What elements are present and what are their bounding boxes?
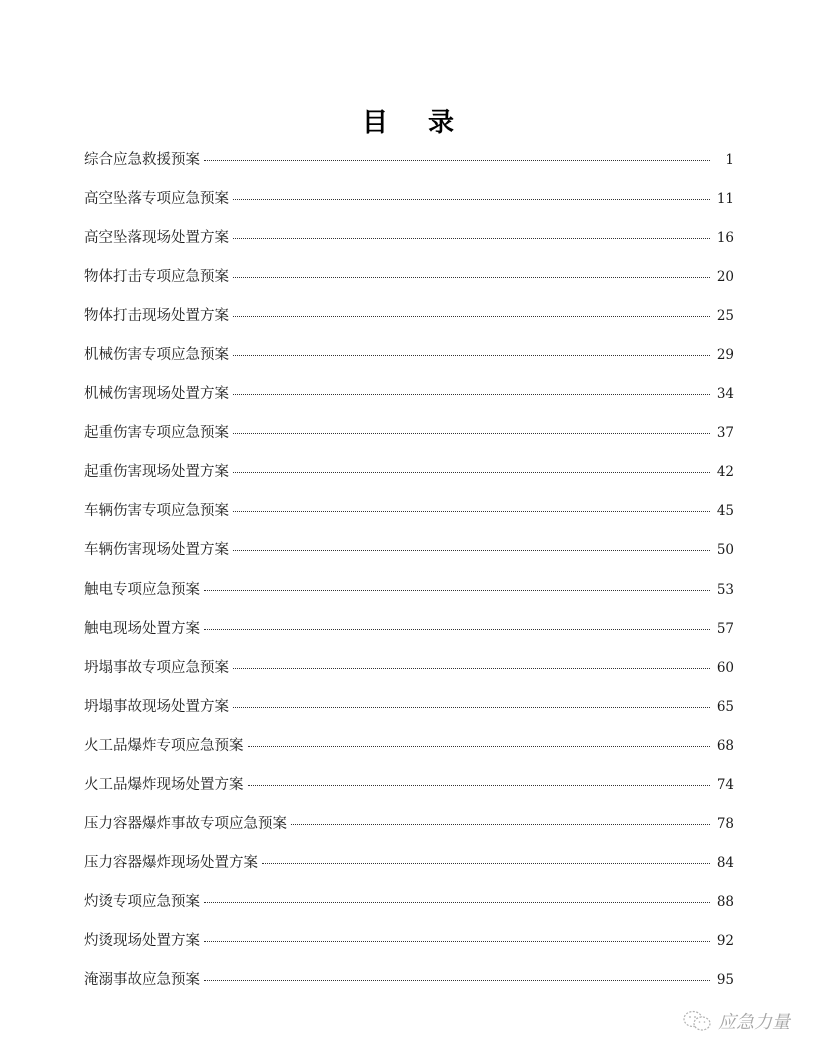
toc-entry[interactable] xyxy=(84,343,734,382)
toc-entry[interactable] xyxy=(84,148,734,187)
dot-leader xyxy=(233,432,710,434)
toc-entry-label: 起重伤害专项应急预案 xyxy=(84,425,229,442)
toc-entry-page: 25 xyxy=(716,308,734,325)
dot-leader xyxy=(233,667,710,669)
toc-entry-label: 起重伤害现场处置方案 xyxy=(84,464,229,481)
dot-leader xyxy=(233,393,710,395)
title-char-2: 录 xyxy=(428,108,455,138)
dot-leader xyxy=(233,471,710,473)
toc-entry[interactable] xyxy=(84,499,734,538)
dot-leader xyxy=(262,862,710,864)
toc-entry-page: 92 xyxy=(716,932,734,949)
page-title xyxy=(0,106,816,140)
toc-entry[interactable] xyxy=(84,812,734,851)
dot-leader xyxy=(291,823,710,825)
dot-leader xyxy=(248,745,711,747)
toc-entry-label: 触电现场处置方案 xyxy=(84,620,200,637)
toc-entry-page: 50 xyxy=(716,542,734,559)
toc-entry-label: 车辆伤害现场处置方案 xyxy=(84,542,229,559)
toc-entry-page: 78 xyxy=(716,815,734,832)
dot-leader xyxy=(233,706,710,708)
dot-leader xyxy=(204,159,710,161)
dot-leader xyxy=(204,940,710,942)
toc-entry[interactable] xyxy=(84,656,734,695)
dot-leader xyxy=(204,901,710,903)
toc-entry[interactable] xyxy=(84,695,734,734)
toc-entry-page: 60 xyxy=(716,659,734,676)
toc-entry[interactable] xyxy=(84,421,734,460)
toc-entry-label: 火工品爆炸现场处置方案 xyxy=(84,776,244,793)
toc-entry-label: 物体打击现场处置方案 xyxy=(84,308,229,325)
toc-entry-page: 34 xyxy=(716,386,734,403)
watermark xyxy=(682,1008,790,1034)
toc-entry-label: 触电专项应急预案 xyxy=(84,581,200,598)
toc-entry-label: 淹溺事故应急预案 xyxy=(84,971,200,988)
toc-entry[interactable] xyxy=(84,578,734,617)
dot-leader xyxy=(233,549,710,551)
toc-entry-label: 高空坠落现场处置方案 xyxy=(84,230,229,247)
toc-entry-label: 灼烫专项应急预案 xyxy=(84,893,200,910)
toc-entry-label: 坍塌事故现场处置方案 xyxy=(84,698,229,715)
toc-entry[interactable] xyxy=(84,968,734,1007)
toc-entry-label: 压力容器爆炸现场处置方案 xyxy=(84,854,258,871)
toc-entry[interactable] xyxy=(84,304,734,343)
toc-entry-page: 65 xyxy=(716,698,734,715)
toc-entry[interactable] xyxy=(84,773,734,812)
toc-entry-page: 29 xyxy=(716,347,734,364)
wechat-icon xyxy=(682,1010,712,1032)
toc-entry-label: 压力容器爆炸事故专项应急预案 xyxy=(84,815,287,832)
toc-entry-label: 车辆伤害专项应急预案 xyxy=(84,503,229,520)
toc-entry-page: 84 xyxy=(716,854,734,871)
toc-entry[interactable] xyxy=(84,929,734,968)
toc-entry-label: 物体打击专项应急预案 xyxy=(84,269,229,286)
toc-entry[interactable] xyxy=(84,382,734,421)
toc-entry[interactable] xyxy=(84,187,734,226)
dot-leader xyxy=(204,628,710,630)
dot-leader xyxy=(233,510,710,512)
dot-leader xyxy=(204,979,710,981)
toc-entry-page: 45 xyxy=(716,503,734,520)
toc-entry[interactable] xyxy=(84,734,734,773)
toc-entry-page: 11 xyxy=(716,191,734,208)
toc-entry[interactable] xyxy=(84,460,734,499)
toc-entry-page: 53 xyxy=(716,581,734,598)
dot-leader xyxy=(248,784,711,786)
toc-entry-page: 88 xyxy=(716,893,734,910)
toc-entry-page: 16 xyxy=(716,230,734,247)
toc-entry-label: 机械伤害现场处置方案 xyxy=(84,386,229,403)
toc-entry-page: 20 xyxy=(716,269,734,286)
toc-entry-page: 57 xyxy=(716,620,734,637)
table-of-contents xyxy=(84,148,734,1007)
dot-leader xyxy=(233,198,710,200)
toc-entry-label: 灼烫现场处置方案 xyxy=(84,932,200,949)
toc-entry-page: 68 xyxy=(716,737,734,754)
toc-entry[interactable] xyxy=(84,538,734,577)
title-char-1: 目 xyxy=(361,108,388,138)
toc-entry-page: 42 xyxy=(716,464,734,481)
watermark-text: 应急力量 xyxy=(718,1012,790,1033)
toc-entry-label: 综合应急救援预案 xyxy=(84,152,200,168)
toc-entry-label: 高空坠落专项应急预案 xyxy=(84,191,229,208)
toc-entry[interactable] xyxy=(84,890,734,929)
toc-entry-page: 95 xyxy=(716,971,734,988)
dot-leader xyxy=(204,589,710,591)
toc-entry-label: 火工品爆炸专项应急预案 xyxy=(84,737,244,754)
toc-entry-label: 坍塌事故专项应急预案 xyxy=(84,659,229,676)
toc-entry[interactable] xyxy=(84,617,734,656)
toc-entry-page: 74 xyxy=(716,776,734,793)
dot-leader xyxy=(233,237,710,239)
toc-entry[interactable] xyxy=(84,265,734,304)
toc-entry-page: 37 xyxy=(716,425,734,442)
toc-entry[interactable] xyxy=(84,851,734,890)
toc-entry[interactable] xyxy=(84,226,734,265)
toc-entry-page: 1 xyxy=(725,152,734,168)
dot-leader xyxy=(233,276,710,278)
dot-leader xyxy=(233,315,710,317)
toc-entry-label: 机械伤害专项应急预案 xyxy=(84,347,229,364)
dot-leader xyxy=(233,354,710,356)
